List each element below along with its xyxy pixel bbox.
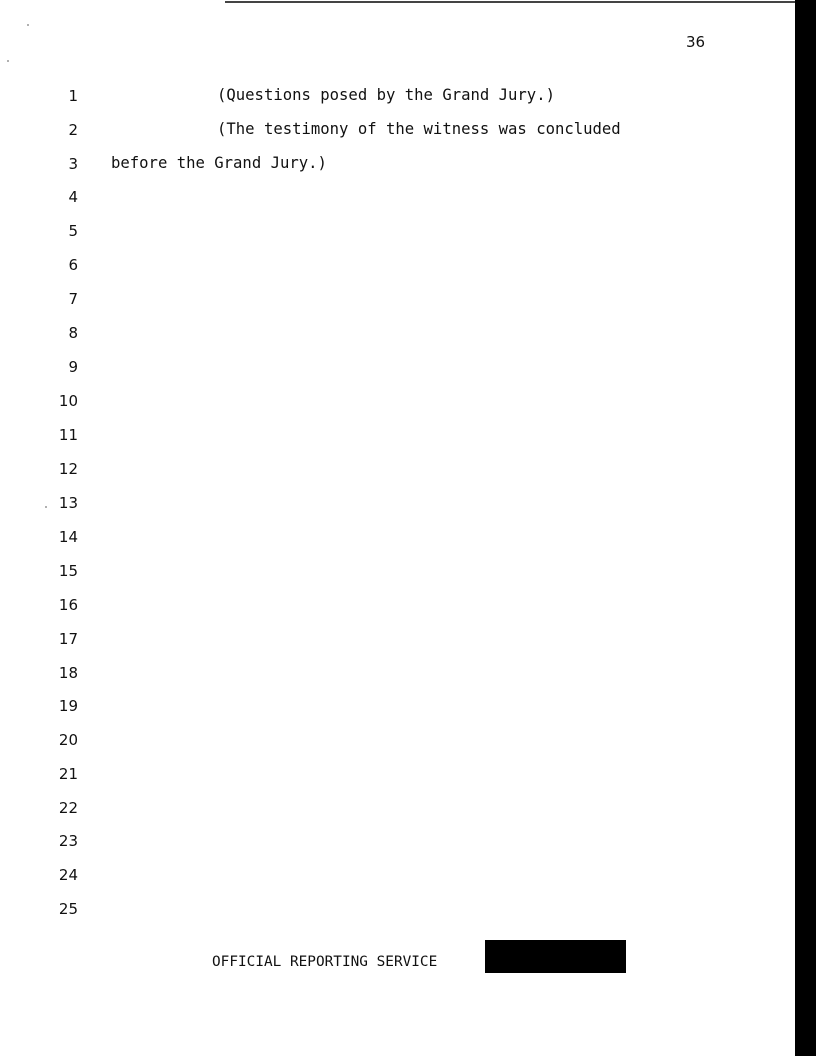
line-number: 17 — [58, 630, 78, 648]
line-number: 25 — [58, 900, 78, 918]
line-number: 19 — [58, 697, 78, 715]
line-number: 3 — [68, 155, 78, 173]
line-number: 24 — [58, 866, 78, 884]
transcript-line-1: (Questions posed by the Grand Jury.) — [217, 86, 555, 104]
line-number: 18 — [58, 664, 78, 682]
line-number: 21 — [58, 765, 78, 783]
footer-reporting-service: OFFICIAL REPORTING SERVICE — [212, 954, 438, 970]
line-number: 5 — [68, 222, 78, 240]
line-number: 20 — [58, 731, 78, 749]
line-number: 14 — [58, 528, 78, 546]
line-number: 22 — [58, 799, 78, 817]
line-number: 8 — [68, 324, 78, 342]
line-number: 1 — [68, 87, 78, 105]
line-number: 6 — [68, 256, 78, 274]
line-number: 4 — [68, 188, 78, 206]
redaction-block — [485, 940, 626, 973]
line-number: 10 — [58, 392, 78, 410]
line-number: 11 — [58, 426, 78, 444]
line-number: 23 — [58, 832, 78, 850]
line-number: 13 — [58, 494, 78, 512]
scan-speck — [27, 24, 29, 26]
line-number: 15 — [58, 562, 78, 580]
line-number: 9 — [68, 358, 78, 376]
page-number: 36 — [686, 33, 706, 51]
scan-speck — [45, 506, 47, 508]
line-number: 16 — [58, 596, 78, 614]
transcript-line-2: (The testimony of the witness was concluded — [217, 120, 621, 138]
scan-edge-bar — [795, 0, 816, 1056]
line-number: 7 — [68, 290, 78, 308]
line-number: 2 — [68, 121, 78, 139]
line-number: 12 — [58, 460, 78, 478]
transcript-line-3: before the Grand Jury.) — [111, 154, 327, 172]
top-border-line — [225, 1, 795, 3]
scan-speck — [7, 60, 9, 62]
